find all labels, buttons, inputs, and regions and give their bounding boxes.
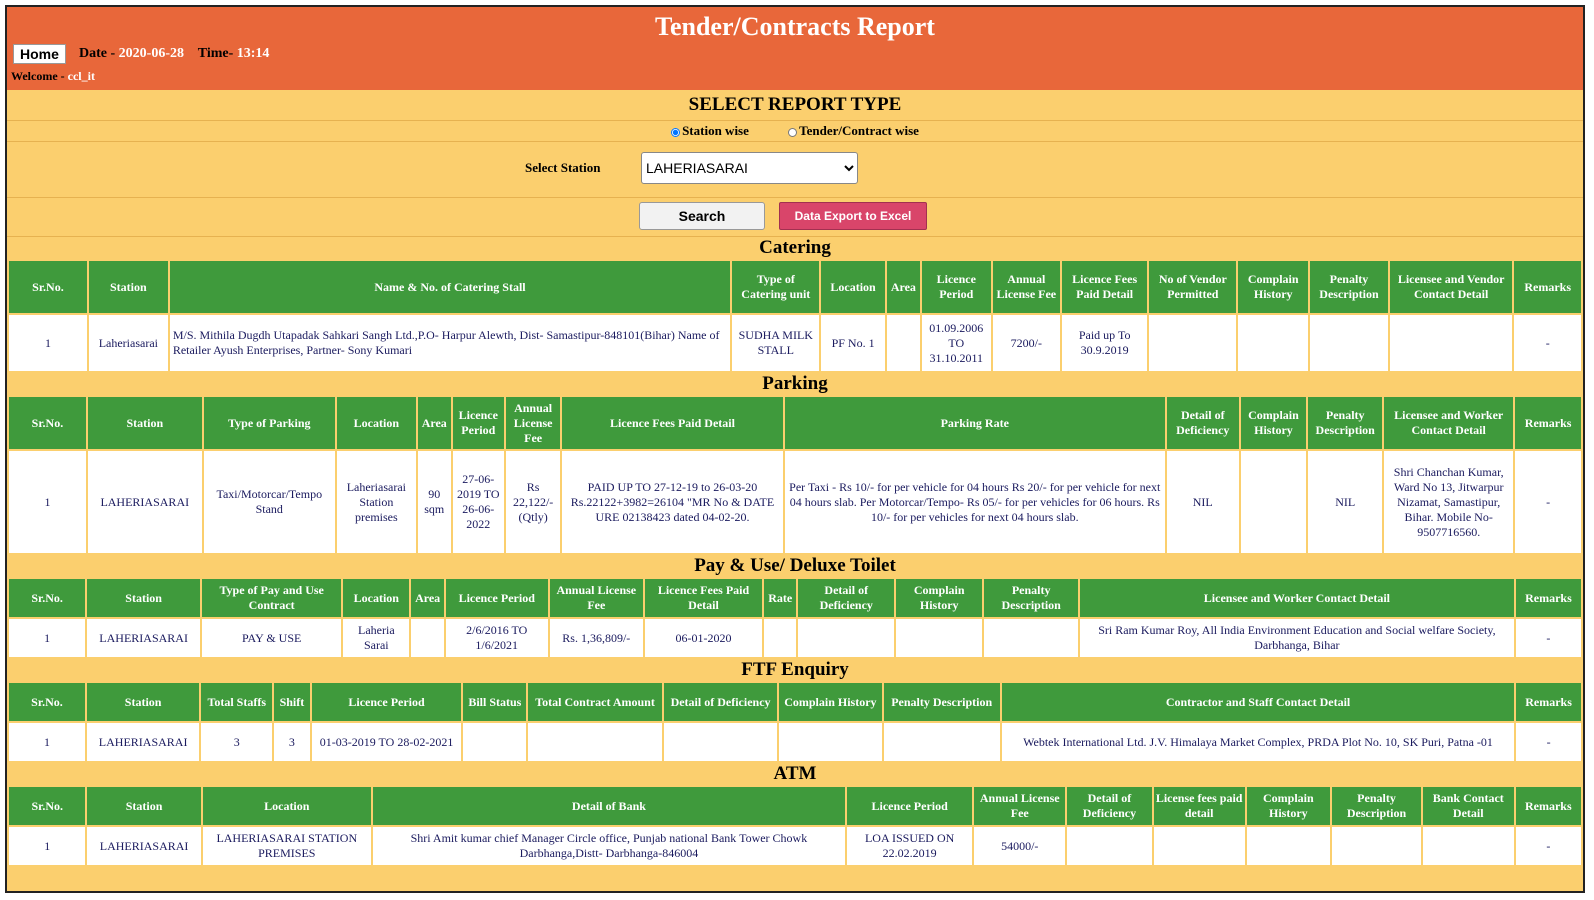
table-cell: 27-06-2019 TO 26-06-2022 — [452, 450, 505, 554]
parking-table — [7, 395, 1583, 555]
table-row — [8, 826, 1582, 866]
table-cell: 1 — [8, 826, 86, 866]
table-cell: Rs 22,122/-(Qtly) — [505, 450, 561, 554]
column-header: Complain History — [1246, 786, 1332, 826]
table-cell: - — [1515, 722, 1582, 762]
atm-table — [7, 785, 1583, 867]
parking-section-title: Parking — [762, 373, 828, 394]
column-header: Annual License Fee — [992, 260, 1062, 314]
column-header: Annual License Fee — [973, 786, 1066, 826]
column-header: Location — [820, 260, 885, 314]
table-cell — [886, 314, 921, 372]
column-header: Penalty Description — [883, 682, 1001, 722]
welcome-label: Welcome - — [11, 69, 65, 83]
table-cell: LAHERIASARAI — [87, 450, 203, 554]
date-time — [79, 46, 269, 62]
column-header: Contractor and Staff Contact Detail — [1001, 682, 1515, 722]
column-header: Licensee and Worker Contact Detail — [1383, 396, 1514, 450]
table-cell — [1240, 450, 1308, 554]
table-cell — [1422, 826, 1515, 866]
table-cell: 90 sqm — [417, 450, 452, 554]
column-header: Complain History — [1240, 396, 1308, 450]
table-header-row — [8, 260, 1582, 314]
column-header: Complain History — [778, 682, 882, 722]
column-header: Licence Fees Paid Detail — [1061, 260, 1148, 314]
table-cell: 2/6/2016 TO 1/6/2021 — [445, 618, 549, 658]
column-header: Station — [86, 682, 200, 722]
column-header: Sr.No. — [8, 786, 86, 826]
column-header: Total Staffs — [200, 682, 273, 722]
table-cell: 1 — [8, 450, 87, 554]
date-label: Date - — [79, 46, 116, 61]
time-value: 13:14 — [236, 46, 270, 61]
radio-tender-wise-input[interactable] — [788, 128, 797, 137]
table-cell — [1237, 314, 1309, 372]
select-station-label: Select Station — [525, 160, 601, 175]
table-cell — [1309, 314, 1389, 372]
column-header: Type of Pay and Use Contract — [201, 578, 342, 618]
table-cell — [883, 722, 1001, 762]
column-header: Bill Status — [462, 682, 527, 722]
column-header: Total Contract Amount — [527, 682, 663, 722]
column-header: Station — [88, 260, 169, 314]
table-cell: LAHERIASARAI — [86, 722, 200, 762]
column-header: Penalty Description — [1309, 260, 1389, 314]
column-header: Sr.No. — [8, 682, 86, 722]
column-header: Annual License Fee — [505, 396, 561, 450]
welcome-text — [11, 69, 95, 84]
table-cell: Sri Ram Kumar Roy, All India Environment Education and Social welfare Society, Darbhanga, Bihar — [1079, 618, 1515, 658]
welcome-user: ccl_it — [67, 69, 95, 83]
ftf-section-title: FTF Enquiry — [741, 659, 849, 680]
table-header-row — [8, 786, 1582, 826]
column-header: Rate — [763, 578, 798, 618]
table-header-row — [8, 682, 1582, 722]
table-cell: 3 — [273, 722, 310, 762]
column-header: Remarks — [1514, 396, 1582, 450]
column-header: Detail of Deficiency — [663, 682, 778, 722]
table-cell: - — [1515, 618, 1582, 658]
table-cell: - — [1513, 314, 1582, 372]
column-header: Licence Fees Paid Detail — [644, 578, 763, 618]
column-header: Penalty Description — [1331, 786, 1422, 826]
column-header: Remarks — [1515, 682, 1582, 722]
column-header: Name & No. of Catering Stall — [169, 260, 731, 314]
column-header: Bank Contact Detail — [1422, 786, 1515, 826]
column-header: Sr.No. — [8, 578, 86, 618]
column-header: Area — [417, 396, 452, 450]
column-header: Penalty Description — [1307, 396, 1383, 450]
station-select-row — [7, 142, 1583, 198]
table-cell: Webtek International Ltd. J.V. Himalaya Market Complex, PRDA Plot No. 10, SK Puri, Patna -01 — [1001, 722, 1515, 762]
report-sections — [7, 237, 1583, 867]
column-header: Station — [87, 396, 203, 450]
table-cell: LAHERIASARAI — [86, 618, 201, 658]
table-cell: NIL — [1166, 450, 1240, 554]
column-header: No of Vendor Permitted — [1148, 260, 1237, 314]
table-cell — [778, 722, 882, 762]
table-cell: 06-01-2020 — [644, 618, 763, 658]
radio-station-wise-input[interactable] — [671, 128, 680, 137]
column-header: Detail of Bank — [372, 786, 846, 826]
column-header: Licensee and Vendor Contact Detail — [1389, 260, 1514, 314]
column-header: Detail of Deficiency — [797, 578, 895, 618]
toilet-table — [7, 577, 1583, 659]
table-cell — [1148, 314, 1237, 372]
column-header: Station — [86, 786, 201, 826]
table-cell — [527, 722, 663, 762]
radio-tender-wise-label: Tender/Contract wise — [799, 123, 919, 138]
column-header: Area — [886, 260, 921, 314]
table-cell: Shri Amit kumar chief Manager Circle office, Punjab national Bank Tower Chowk Darbhanga,Distt- Darbhanga-846004 — [372, 826, 846, 866]
column-header: Parking Rate — [784, 396, 1166, 450]
column-header: Remarks — [1515, 786, 1582, 826]
page-header — [7, 7, 1583, 90]
ftf-table — [7, 681, 1583, 763]
table-cell — [663, 722, 778, 762]
column-header: Remarks — [1515, 578, 1582, 618]
column-header: Remarks — [1513, 260, 1582, 314]
column-header: Licence Period — [921, 260, 992, 314]
table-cell: Rs. 1,36,809/- — [549, 618, 645, 658]
column-header: Complain History — [1237, 260, 1309, 314]
table-cell — [1066, 826, 1153, 866]
column-header: Licensee and Worker Contact Detail — [1079, 578, 1515, 618]
select-report-title: SELECT REPORT TYPE — [7, 90, 1583, 121]
column-header: Sr.No. — [8, 260, 88, 314]
column-header: Licence Period — [452, 396, 505, 450]
table-cell — [763, 618, 798, 658]
table-cell: SUDHA MILK STALL — [731, 314, 820, 372]
column-header: Licence Period — [846, 786, 973, 826]
table-cell: M/S. Mithila Dugdh Utapadak Sahkari Sangh Ltd.,P.O- Harpur Alewth, Dist- Samastipur-848101(Bihar) Name of Retailer Ayush Enterprises, Partner- Sony Kumari — [169, 314, 731, 372]
table-cell: LAHERIASARAI STATION PREMISES — [202, 826, 372, 866]
table-cell: NIL — [1307, 450, 1383, 554]
column-header: Type of Catering unit — [731, 260, 820, 314]
table-cell — [1246, 826, 1332, 866]
table-cell — [410, 618, 445, 658]
action-buttons-row — [7, 198, 1583, 237]
table-cell: 3 — [200, 722, 273, 762]
table-cell: Laheriasarai — [88, 314, 169, 372]
column-header: Licence Fees Paid Detail — [561, 396, 783, 450]
table-row — [8, 722, 1582, 762]
column-header: Location — [202, 786, 372, 826]
column-header: Sr.No. — [8, 396, 87, 450]
table-cell — [462, 722, 527, 762]
table-cell: Per Taxi - Rs 10/- for per vehicle for 04 hours Rs 20/- for per vehicle for next 04 hours slab. Per Motorcar/Tempo- Rs 05/- for per vehicles for 06 hours. Rs 10/- for per vehicles for next 04 hours slab. — [784, 450, 1166, 554]
report-type-radios — [7, 121, 1583, 142]
column-header: Licence Period — [311, 682, 463, 722]
export-excel-button[interactable]: Data Export to Excel — [779, 202, 927, 230]
table-cell — [983, 618, 1079, 658]
table-cell: 01.09.2006 TO 31.10.2011 — [921, 314, 992, 372]
home-button[interactable]: Home — [13, 44, 66, 64]
table-row — [8, 618, 1582, 658]
column-header: Location — [342, 578, 410, 618]
table-cell — [1331, 826, 1422, 866]
atm-section-title: ATM — [773, 763, 817, 784]
table-cell — [1153, 826, 1246, 866]
table-cell — [895, 618, 983, 658]
report-page — [5, 5, 1585, 893]
table-cell: 1 — [8, 722, 86, 762]
column-header: Detail of Deficiency — [1166, 396, 1240, 450]
table-cell: LAHERIASARAI — [86, 826, 201, 866]
table-cell: 54000/- — [973, 826, 1066, 866]
radio-tender-wise[interactable] — [788, 123, 919, 138]
table-cell: 01-03-2019 TO 28-02-2021 — [311, 722, 463, 762]
table-cell: 1 — [8, 618, 86, 658]
table-row — [8, 450, 1582, 554]
station-select[interactable] — [641, 152, 858, 184]
table-cell: Laheria Sarai — [342, 618, 410, 658]
table-cell: Shri Chanchan Kumar, Ward No 13, Jitwarpur Nizamat, Samastipur, Bihar. Mobile No- 9507716560. — [1383, 450, 1514, 554]
column-header: Station — [86, 578, 201, 618]
table-header-row — [8, 396, 1582, 450]
catering-table — [7, 259, 1583, 373]
table-header-row — [8, 578, 1582, 618]
catering-section-title: Catering — [759, 237, 831, 258]
table-cell: LOA ISSUED ON 22.02.2019 — [846, 826, 973, 866]
page-title: Tender/Contracts Report — [655, 12, 935, 41]
table-cell — [797, 618, 895, 658]
column-header: Detail of Deficiency — [1066, 786, 1153, 826]
table-cell: 1 — [8, 314, 88, 372]
table-cell: PAID UP TO 27-12-19 to 26-03-20 Rs.22122+3982=26104 "MR No & DATE URE 02138423 dated 04-02-20. — [561, 450, 783, 554]
column-header: Licence Period — [445, 578, 549, 618]
table-cell: Taxi/Motorcar/Tempo Stand — [203, 450, 336, 554]
column-header: Location — [336, 396, 417, 450]
table-cell: Laheriasarai Station premises — [336, 450, 417, 554]
column-header: Penalty Description — [983, 578, 1079, 618]
table-cell: Paid up To 30.9.2019 — [1061, 314, 1148, 372]
table-cell: 7200/- — [992, 314, 1062, 372]
column-header: Type of Parking — [203, 396, 336, 450]
time-label: Time- — [197, 46, 234, 61]
table-cell — [1389, 314, 1514, 372]
column-header: License fees paid detail — [1153, 786, 1246, 826]
radio-station-wise[interactable] — [671, 123, 749, 138]
table-cell: PAY & USE — [201, 618, 342, 658]
column-header: Area — [410, 578, 445, 618]
column-header: Shift — [273, 682, 310, 722]
radio-station-wise-label: Station wise — [682, 123, 749, 138]
table-cell: - — [1514, 450, 1582, 554]
table-cell: - — [1515, 826, 1582, 866]
search-button[interactable]: Search — [639, 202, 765, 230]
table-row — [8, 314, 1582, 372]
date-value: 2020-06-28 — [118, 46, 184, 61]
column-header: Annual License Fee — [549, 578, 645, 618]
column-header: Complain History — [895, 578, 983, 618]
table-cell: PF No. 1 — [820, 314, 885, 372]
toilet-section-title: Pay & Use/ Deluxe Toilet — [694, 555, 896, 576]
